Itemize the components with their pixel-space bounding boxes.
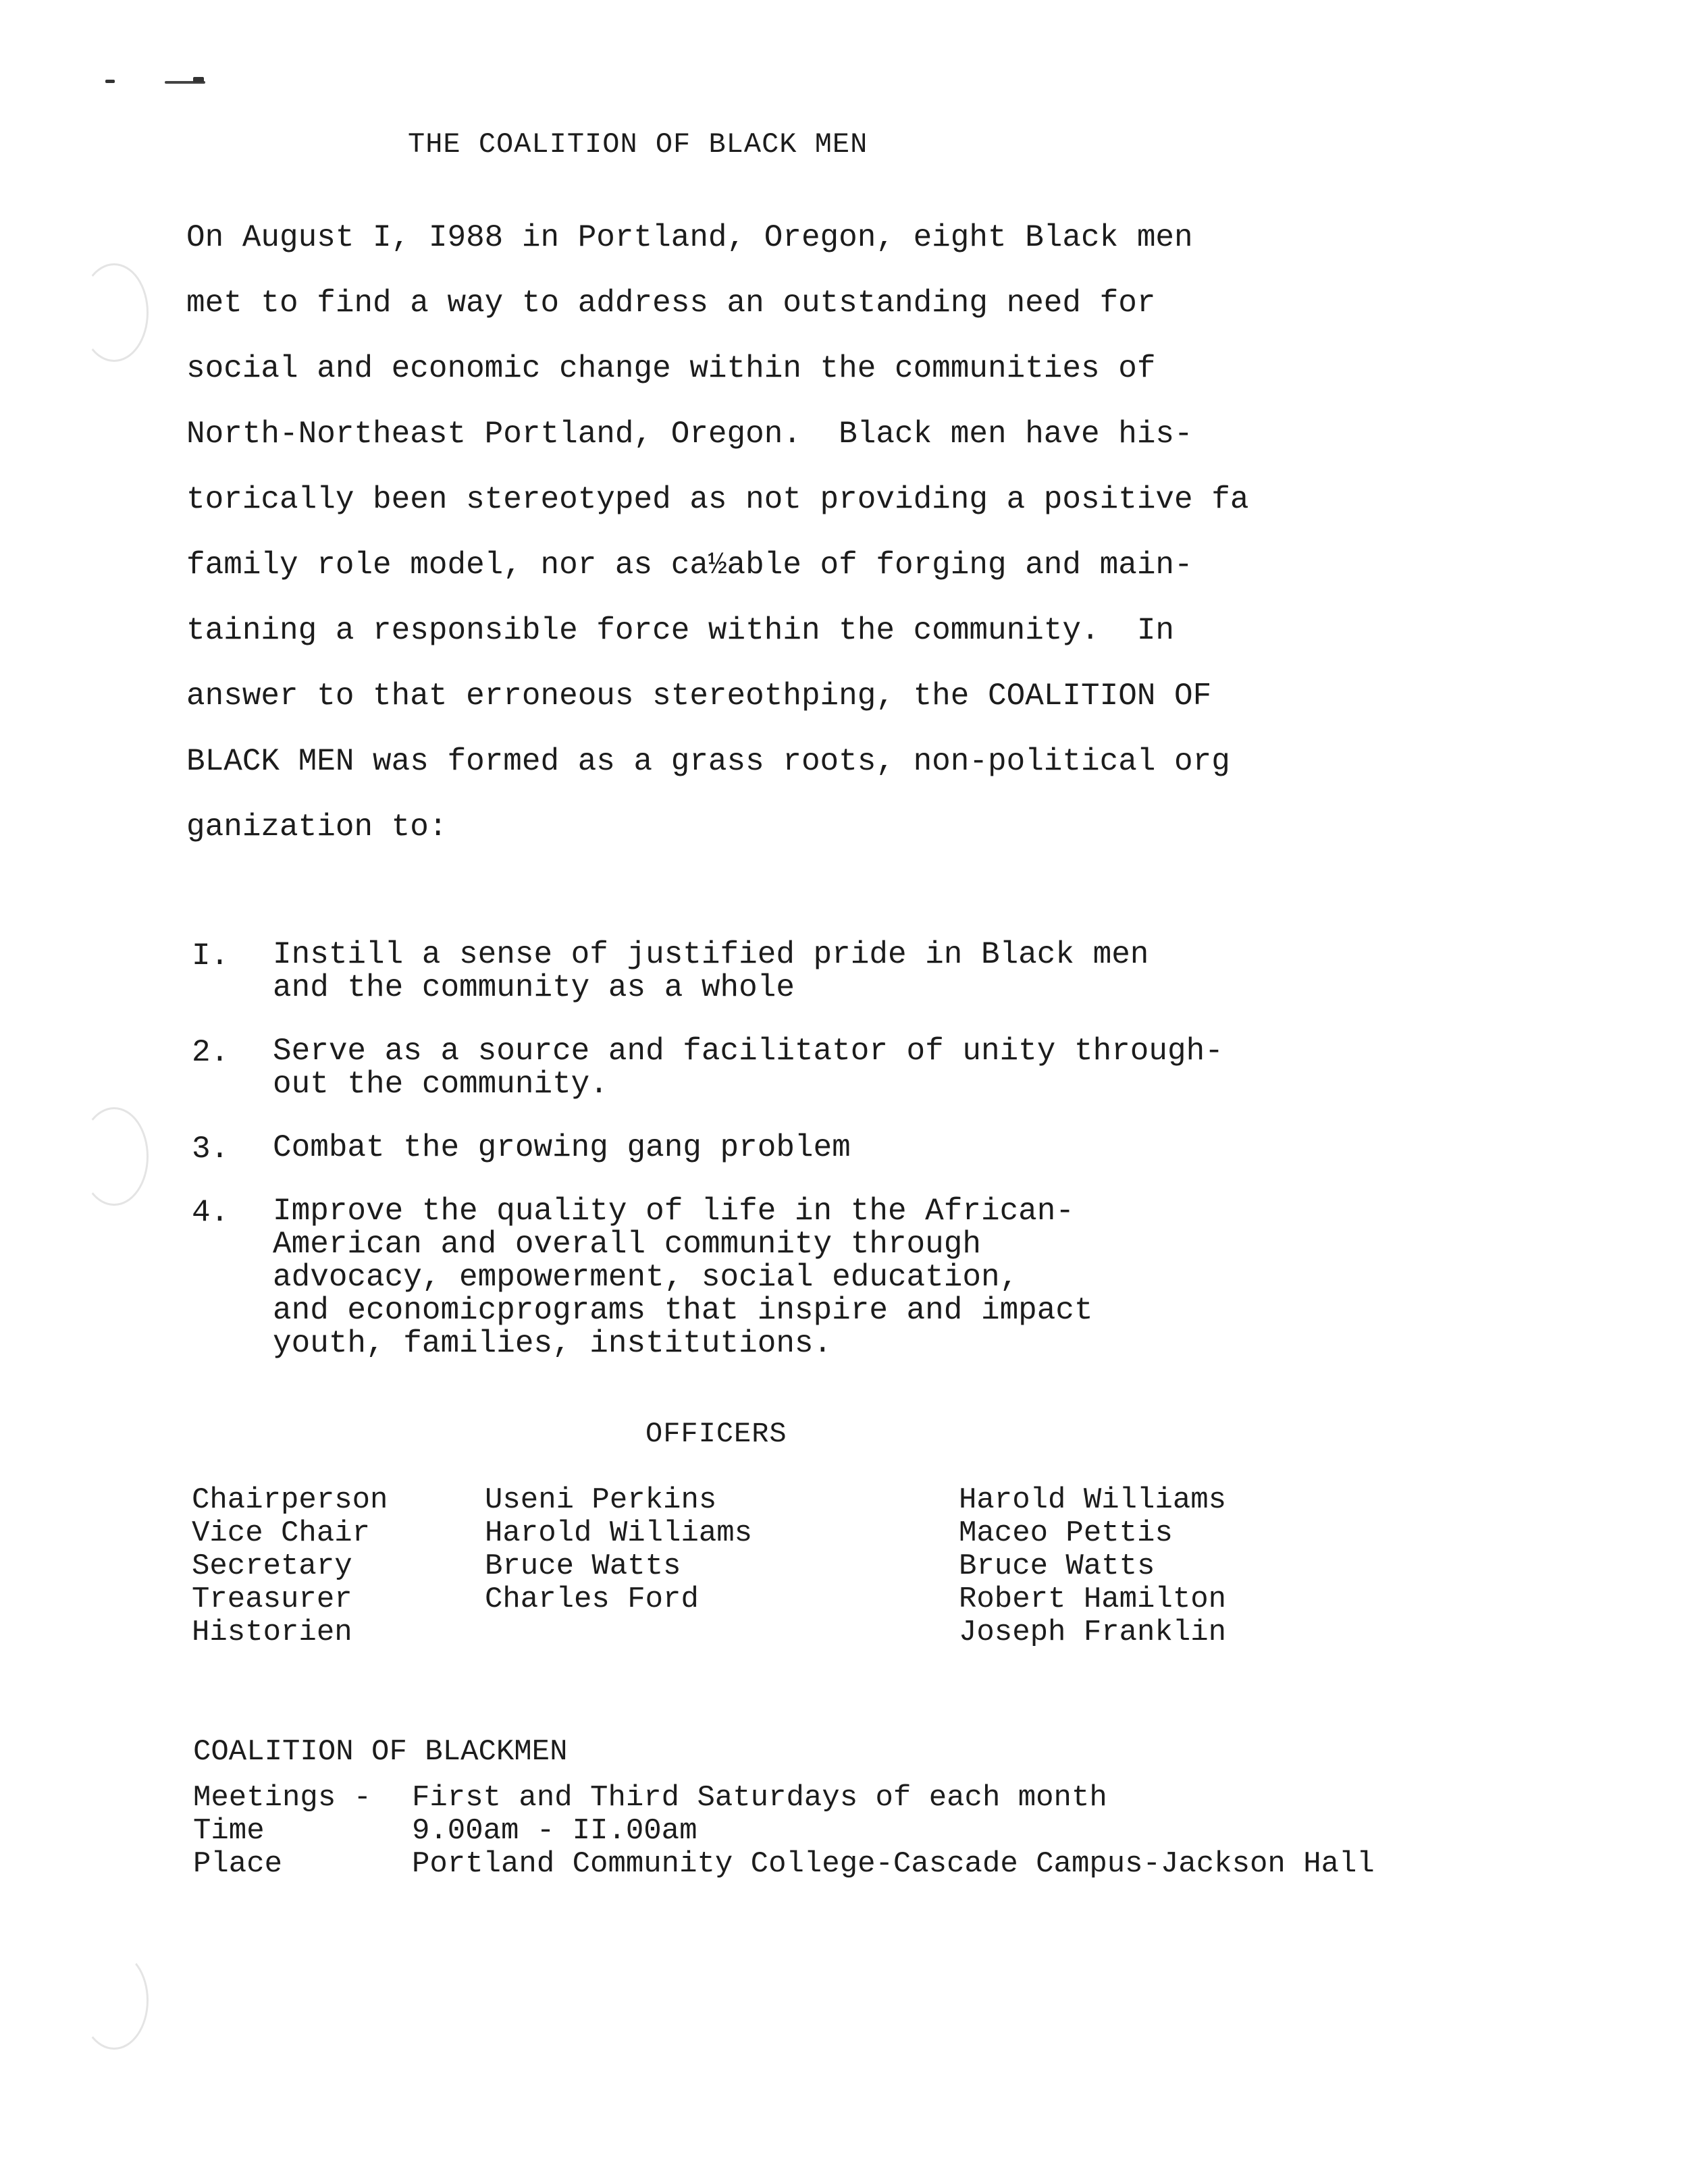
intro-line: family role model, nor as ca½able of forging and main- [186,548,1193,583]
goal-text-line: youth, families, institutions. [273,1326,833,1361]
meeting-value: 9.00am - II.00am [412,1814,697,1848]
meeting-value: First and Third Saturdays of each month [412,1781,1107,1815]
punch-hole [80,263,149,362]
meeting-row [193,1848,1375,1881]
officer-name: Harold Williams [485,1516,753,1550]
meeting-label: Time [193,1814,265,1848]
goal-text-line: American and overall community through [273,1227,981,1262]
officer-role: Historien [192,1616,352,1649]
goals-list [192,938,1475,1391]
intro-line: torically been stereotyped as not providing a positive fa [186,482,1249,517]
intro-line: On August I, I988 in Portland, Oregon, eight Black men [186,220,1193,255]
meeting-heading: COALITION OF BLACKMEN [193,1735,568,1769]
goal-number: I. [192,938,230,974]
intro-paragraph [186,216,1537,871]
goal-item [192,1131,1475,1165]
officer-name: Harold Williams [959,1483,1227,1517]
meeting-row [193,1815,1375,1848]
goal-text-line: and the community as a whole [273,970,795,1005]
intro-line: met to find a way to address an outstanding need for [186,286,1156,321]
officer-name: Useni Perkins [485,1483,717,1517]
goal-number: 2. [192,1035,230,1070]
officer-names-column-1 [485,1484,890,1616]
goal-text-line: Instill a sense of justified pride in Black men [273,937,1149,972]
goal-item [192,938,1475,1005]
officer-role: Vice Chair [192,1516,371,1550]
goal-item [192,1035,1475,1101]
intro-line: ganization to: [186,809,448,845]
punch-hole [80,1951,149,2050]
officer-name: Robert Hamilton [959,1582,1227,1616]
intro-line: BLACK MEN was formed as a grass roots, non-political org [186,744,1230,779]
officer-names-column-2 [959,1484,1364,1649]
scan-mark [105,80,115,83]
intro-line: North-Northeast Portland, Oregon. Black men have his- [186,417,1193,452]
meeting-info [193,1732,1375,1881]
goal-number: 4. [192,1195,230,1230]
officer-name: Bruce Watts [485,1549,681,1583]
scan-mark [193,77,204,82]
goal-item [192,1195,1475,1360]
officer-name: Joseph Franklin [959,1616,1227,1649]
meeting-label: Meetings - [193,1781,372,1815]
intro-line: taining a responsible force within the community. In [186,613,1175,648]
goal-text-line: and economicprograms that inspire and impact [273,1293,1093,1328]
officer-role: Treasurer [192,1582,352,1616]
goal-number: 3. [192,1131,230,1167]
goal-text-line: out the community. [273,1067,608,1102]
officer-name: Bruce Watts [959,1549,1155,1583]
goal-text-line: Combat the growing gang problem [273,1130,851,1165]
meeting-row [193,1782,1375,1815]
document-title: THE COALITION OF BLACK MEN [408,128,868,161]
meeting-label: Place [193,1847,283,1881]
goal-text-line: Improve the quality of life in the African- [273,1194,1074,1229]
goal-text-line: Serve as a source and facilitator of unity through- [273,1034,1223,1069]
goal-text-line: advocacy, empowerment, social education, [273,1260,1019,1295]
officer-name: Charles Ford [485,1582,699,1616]
punch-hole [80,1107,149,1206]
officer-name: Maceo Pettis [959,1516,1173,1550]
officer-role: Chairperson [192,1483,388,1517]
officer-role: Secretary [192,1549,352,1583]
officers-heading: OFFICERS [645,1418,787,1450]
meeting-value: Portland Community College-Cascade Campus-Jackson Hall [412,1847,1375,1881]
intro-line: social and economic change within the communities of [186,351,1156,386]
officer-roles-column [192,1484,475,1649]
intro-line: answer to that erroneous stereothping, the COALITION OF [186,678,1212,714]
